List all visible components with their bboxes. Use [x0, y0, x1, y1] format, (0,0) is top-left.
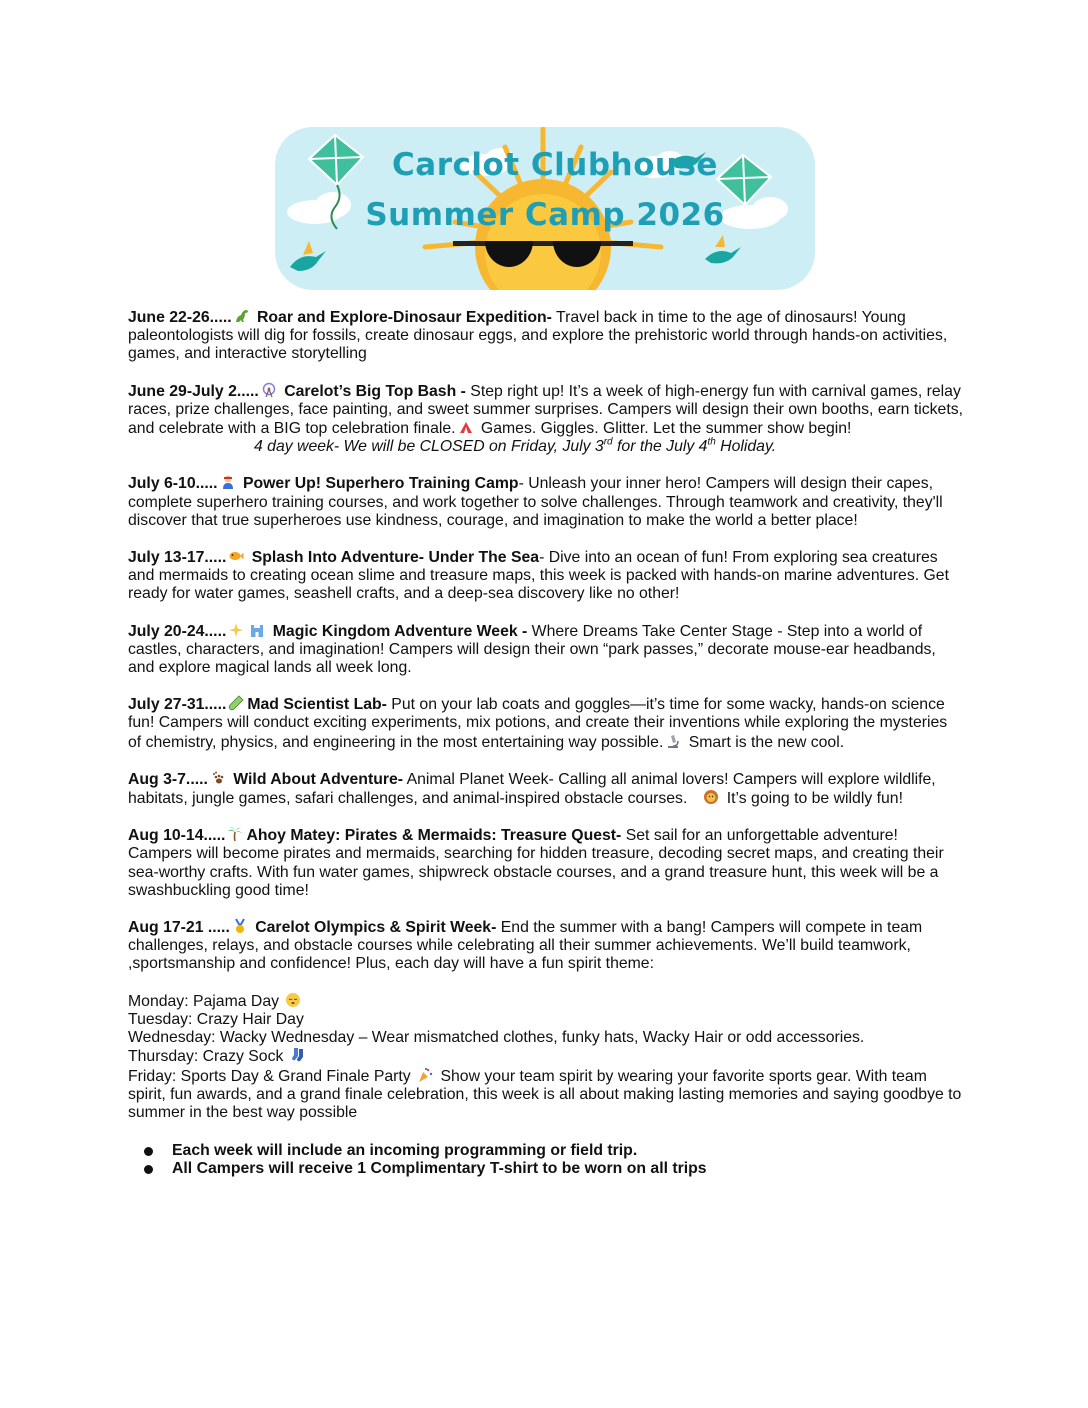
week-description: Travel back in time to the age of dinosaurs! Young paleontologists will dig for fossils, create dinosaur eggs, and explore the prehistoric world through hands-on activities, games, and interactive storytelling: [128, 309, 948, 363]
test-tube-icon: [228, 695, 245, 711]
spirit-day-wednesday: Wednesday: Wacky Wednesday – Wear mismatched clothes, funky hats, Wacky Hair or odd accessories.: [128, 1029, 865, 1047]
week-dates: Aug 17-21 .....: [128, 919, 230, 937]
week-title: Carelot’s Big Top Bash -: [279, 382, 466, 400]
week-title: Power Up! Superhero Training Camp: [238, 475, 519, 493]
week-description-continued: It’s going to be wildly fun!: [722, 790, 903, 808]
camp-banner: [275, 127, 815, 290]
week-entry: [128, 918, 964, 974]
week-title: Wild About Adventure-: [228, 770, 404, 788]
week-description: - Unleash your inner hero! Campers will design their capes, complete superhero training courses, and work together to solve challenges. Through teamwork and creativity, they'll discover that true superheroes use kindness, courage, and imagination to make the world a better place!: [128, 475, 943, 529]
spirit-day-friday: Friday: Sports Day & Grand Finale Party Show your team spirit by wearing your favorite sports gear. With team spirit, fun awards, and a grand finale celebration, this week is all about making lasting memories and saying goodbye to summer in the best way possible: [128, 1067, 962, 1121]
week-title: Magic Kingdom Adventure Week -: [268, 622, 528, 640]
socks-icon: [290, 1047, 307, 1063]
week-dates: June 29-July 2.....: [128, 382, 259, 400]
spirit-day-monday: Monday: Pajama Day: [128, 992, 964, 1011]
week-title: Roar and Explore-Dinosaur Expedition-: [252, 309, 552, 326]
list-item: Each week will include an incoming programming or field trip.: [128, 1142, 964, 1160]
week-description: Put on your lab coats and goggles—it’s time for some wacky, hands-on science fun! Campers will conduct exciting experiments, mix potions, and create their inventions while exploring the mysteries of chemistry, physics, and engineering in the most entertaining way possible.: [128, 696, 948, 751]
week-dates: July 20-24.....: [128, 622, 227, 640]
week-description: Animal Planet Week- Calling all animal lovers! Campers will explore wildlife, habitats, jungle games, safari challenges, and animal-inspired obstacle courses.: [128, 770, 936, 808]
week-entry: [128, 695, 964, 752]
week-dates: Aug 3-7.....: [128, 770, 208, 788]
week-title: Splash Into Adventure- Under The Sea: [247, 549, 540, 567]
week-dates: July 27-31.....: [128, 696, 227, 714]
week-description: - Dive into an ocean of fun! From exploring sea creatures and mermaids to creating ocean slime and treasure maps, this week is packed with hands-on marine adventures. Get ready for water games, seashell crafts, and a deep-sea discovery like no other!: [128, 549, 949, 603]
camp-schedule: [128, 308, 964, 1179]
week-description: Set sail for an unforgettable adventure! Campers will become pirates and mermaids, searching for hidden treasure, decoding secret maps, and creating their sea-worthy crafts. With fun water games, shipwreck obstacle courses, and a grand treasure hunt, this week will be a swashbuckling good time!: [128, 827, 944, 899]
week-dates: June 22-26.....: [128, 309, 232, 326]
sparkles-icon: [228, 622, 245, 638]
week-description-continued: Games. Giggles. Glitter. Let the summer show begin!: [476, 420, 852, 438]
camp-notes-list: [128, 1142, 964, 1178]
microscope-icon: [665, 733, 682, 749]
ferris-wheel-icon: [261, 382, 278, 398]
lion-icon: [703, 789, 720, 805]
week-description: End the summer with a bang! Campers will compete in team challenges, relays, and obstacle courses while celebrating all their summer achievements. We’ll build teamwork, ,sportsmanship and confidence! Plus, each day will have a fun spirit theme:: [128, 919, 923, 973]
confetti-icon: [417, 1067, 434, 1083]
superhero-icon: [220, 474, 237, 490]
week-entry: [128, 474, 964, 530]
palm-tree-icon: [227, 826, 244, 842]
banner-title-line-2: Summer Camp 2026: [365, 197, 725, 233]
week-title: Carelot Olympics & Spirit Week-: [250, 919, 497, 937]
closure-note: 4 day week- We will be CLOSED on Friday, July 3rd for the July 4th Holiday.: [254, 436, 777, 456]
week-entry: [128, 308, 964, 364]
week-entry: [128, 382, 964, 457]
week-dates: July 13-17.....: [128, 549, 227, 567]
banner-title-line-1: Carclot Clubhouse: [392, 147, 718, 183]
spirit-day-tuesday: Tuesday: Crazy Hair Day: [128, 1010, 304, 1028]
week-description: Where Dreams Take Center Stage - Step into a world of castles, characters, and imagination! Campers will design their own “park passes,” decorate mouse-ear headbands, and explore magical lands all week long.: [128, 622, 936, 677]
circus-tent-icon: [458, 419, 475, 435]
week-description-continued: Smart is the new cool.: [684, 733, 845, 751]
week-title: Ahoy Matey: Pirates & Mermaids: Treasure Quest-: [246, 827, 622, 845]
castle-icon: [249, 622, 266, 638]
week-description: Step right up! It’s a week of high-energy fun with carnival games, relay races, prize challenges, face painting, and sweet summer surprises. Campers will design their own booths, earn tickets, and celebrate with a BIG top celebration finale.: [128, 382, 963, 438]
week-entry: [128, 770, 964, 808]
paw-prints-icon: [210, 770, 227, 786]
medal-icon: [232, 918, 249, 934]
spirit-day-thursday: Thursday: Crazy Sock: [128, 1047, 964, 1066]
week-entry: [128, 548, 964, 604]
dinosaur-icon: [234, 308, 251, 324]
spirit-days: [128, 992, 964, 1122]
week-title: Mad Scientist Lab-: [247, 696, 387, 714]
week-entry: [128, 622, 964, 678]
week-dates: July 6-10.....: [128, 475, 218, 493]
sleeping-face-icon: [285, 992, 302, 1008]
week-entry: [128, 826, 964, 900]
fish-icon: [228, 548, 245, 564]
week-dates: Aug 10-14.....: [128, 827, 226, 845]
list-item: All Campers will receive 1 Complimentary T-shirt to be worn on all trips: [128, 1160, 964, 1178]
